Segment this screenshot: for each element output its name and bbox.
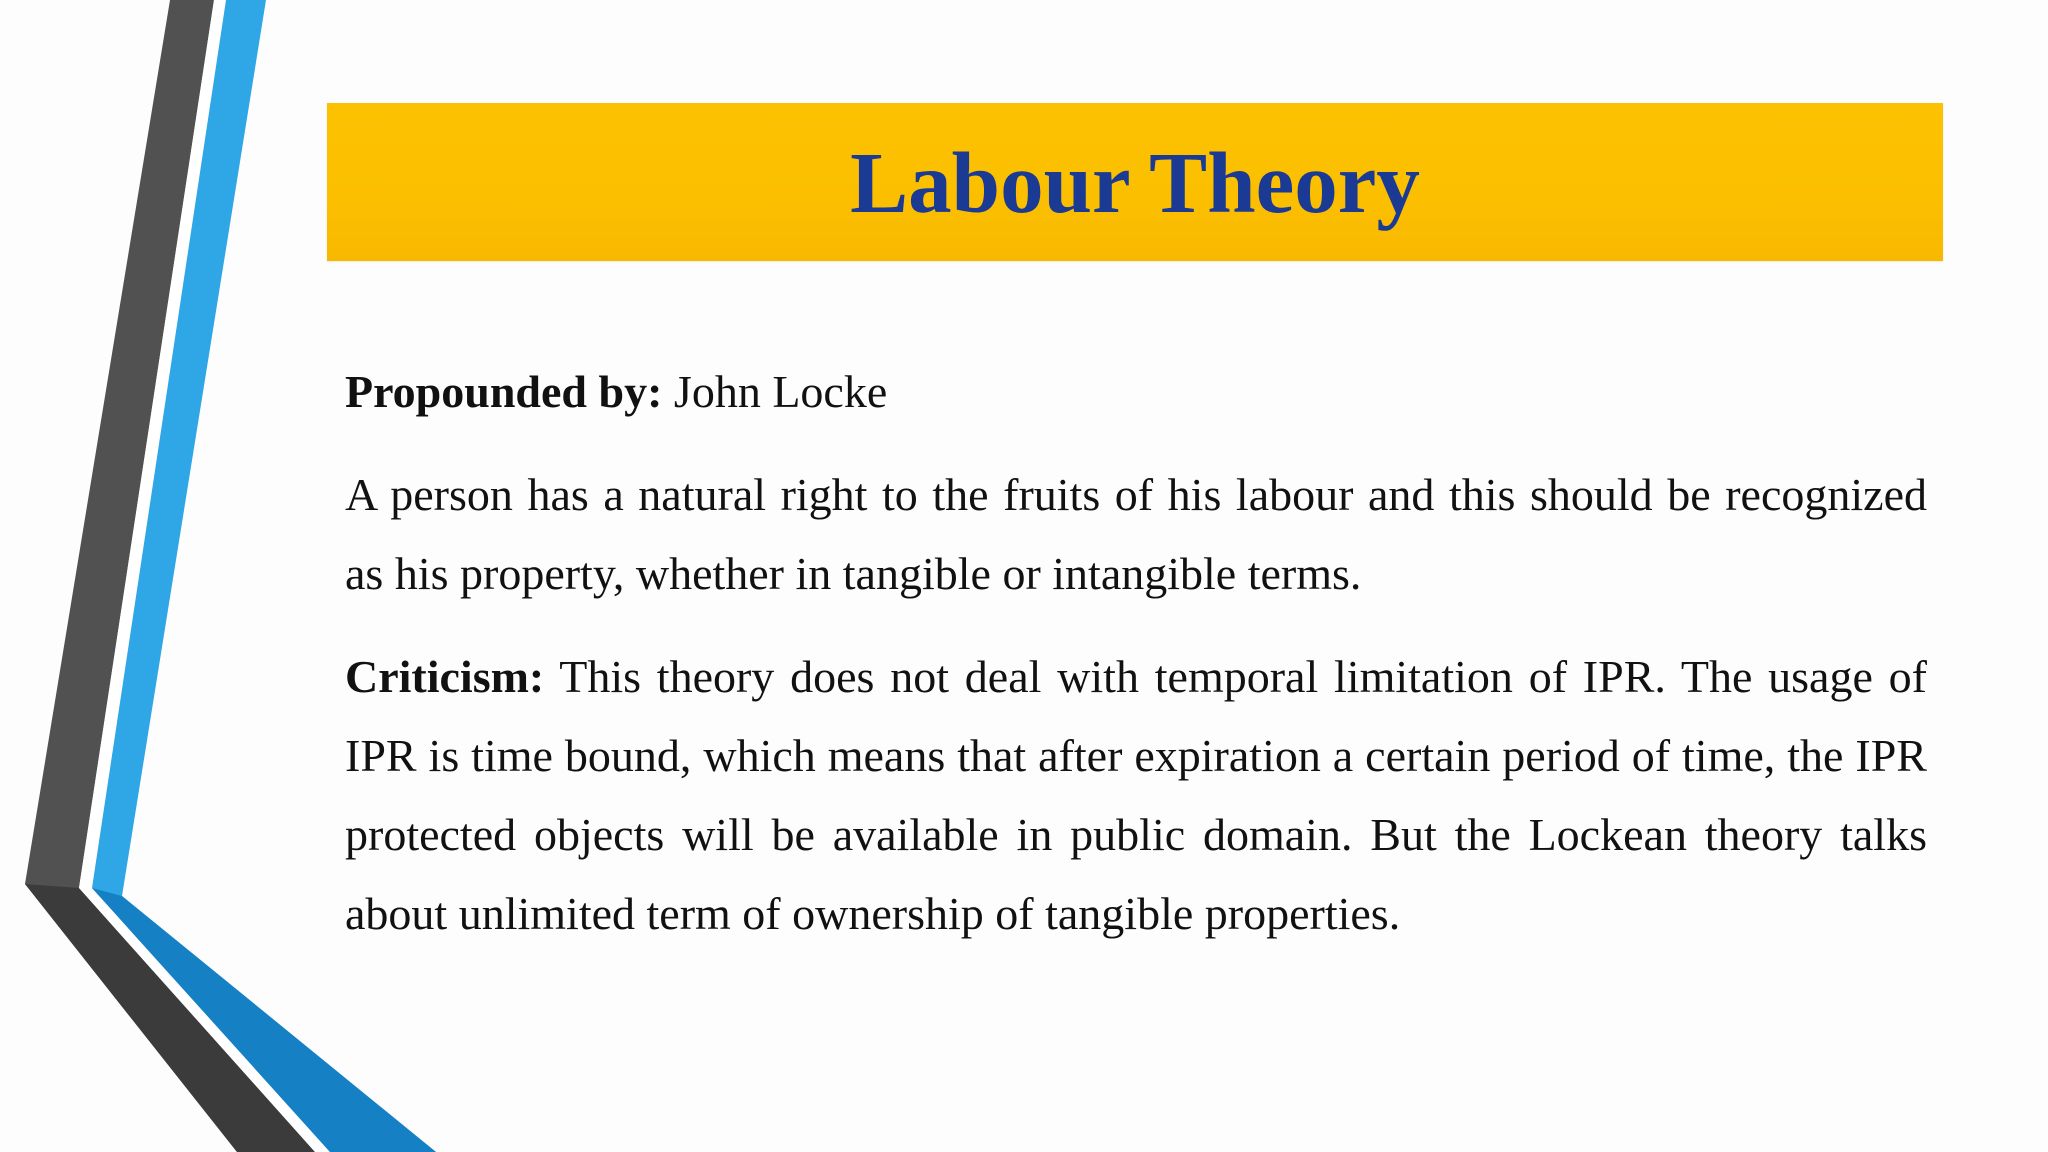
propounded-line <box>345 352 1927 431</box>
propounded-label: Propounded by: <box>345 366 663 417</box>
definition-paragraph: A person has a natural right to the fruits of his labour and this should be recognized as his property, whether in tangible or intangible terms. <box>345 469 1927 599</box>
title-bar <box>327 103 1943 261</box>
criticism-text: This theory does not deal with temporal limitation of IPR. The usage of IPR is time bound, which means that after expiration a certain period of time, the IPR protected objects will be available in public domain. But the Lockean theory talks about unlimited term of ownership of tangible properties. <box>345 651 1927 939</box>
criticism-label: Criticism: <box>345 651 545 702</box>
propounded-value: John Locke <box>662 366 888 417</box>
criticism-paragraph <box>345 637 1927 953</box>
slide-content <box>345 352 1927 977</box>
slide-title: Labour Theory <box>850 133 1420 231</box>
